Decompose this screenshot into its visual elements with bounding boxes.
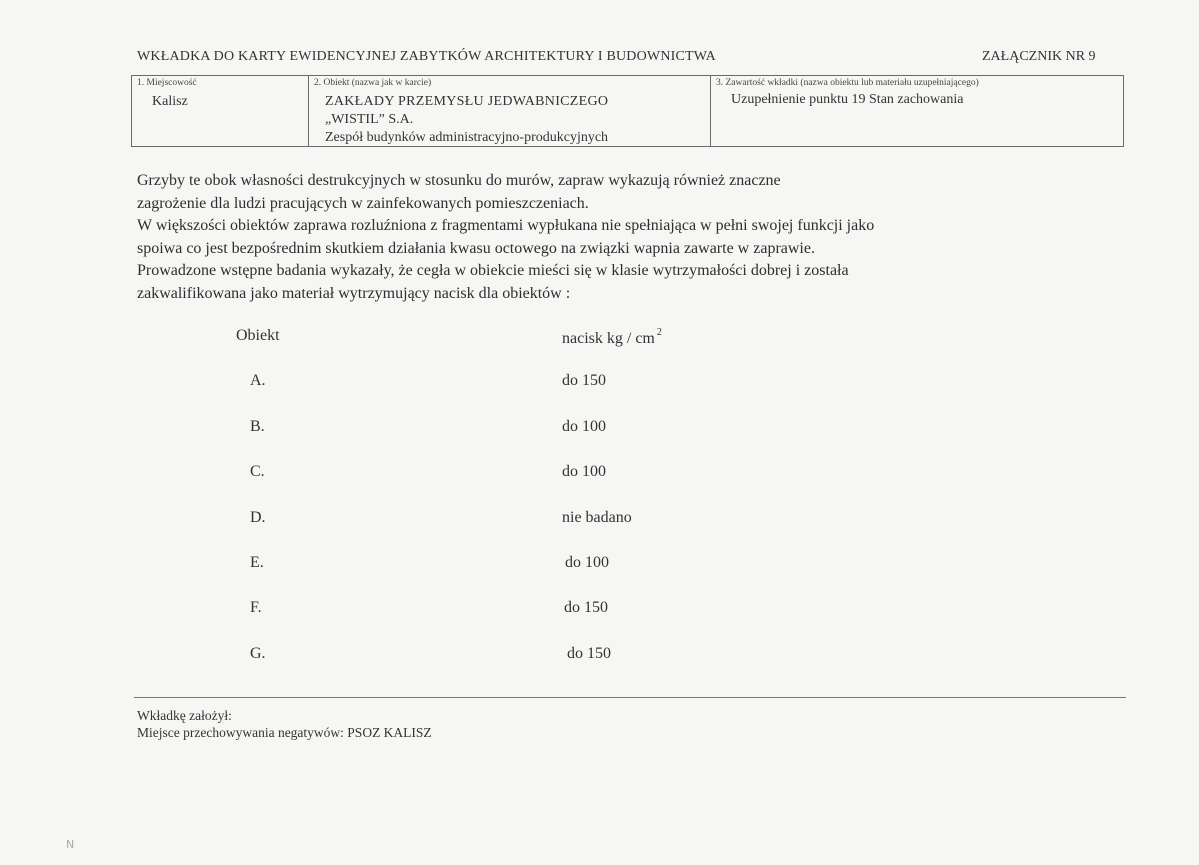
row-object: B. bbox=[250, 418, 265, 435]
object-label: 2. Obiekt (nazwa jak w karcie) bbox=[314, 78, 432, 88]
row-pressure: nie badano bbox=[562, 509, 632, 526]
object-complex-line: Zespół budynków administracyjno-produkcyjnych bbox=[325, 130, 609, 145]
document-title: WKŁADKA DO KARTY EWIDENCYJNEJ ZABYTKÓW ARCHITEKTURY I BUDOWNICTWA bbox=[137, 49, 716, 64]
content-value: Uzupełnienie punktu 19 Stan zachowania bbox=[731, 92, 964, 107]
content-cell bbox=[711, 76, 1123, 146]
object-name-line: ZAKŁADY PRZEMYSŁU JEDWABNICZEGO bbox=[325, 94, 609, 109]
annex-number: ZAŁĄCZNIK NR 9 bbox=[982, 49, 1096, 64]
locality-value: Kalisz bbox=[152, 94, 188, 109]
body-line: spoiwa co jest bezpośrednim skutkiem działania kwasu octowego na związki wapnia zawarte w zaprawie. bbox=[137, 239, 815, 257]
pressure-unit-label: nacisk kg / cm bbox=[562, 330, 655, 347]
created-by-line: Wkładkę założył: bbox=[137, 708, 232, 723]
row-object: A. bbox=[250, 372, 266, 389]
row-object: F. bbox=[250, 599, 262, 616]
body-line: zakwalifikowana jako materiał wytrzymujący nacisk dla obiektów : bbox=[137, 284, 571, 302]
row-pressure: do 100 bbox=[562, 418, 606, 435]
content-label: 3. Zawartość wkładki (nazwa obiektu lub materiału uzupełniającego) bbox=[716, 78, 979, 88]
object-column-header: Obiekt bbox=[236, 327, 280, 344]
body-line: Grzyby te obok własności destrukcyjnych w stosunku do murów, zapraw wykazują również znaczne bbox=[137, 172, 781, 189]
negatives-location-line: Miejsce przechowywania negatywów: PSOZ KALISZ bbox=[137, 725, 432, 740]
footer-divider bbox=[134, 697, 1126, 698]
row-pressure: do 150 bbox=[562, 372, 606, 389]
row-pressure: do 150 bbox=[567, 645, 611, 662]
row-object: D. bbox=[250, 509, 266, 526]
body-paragraph bbox=[137, 170, 874, 306]
body-line: zagrożenie dla ludzi pracujących w zainfekowanych pomieszczeniach. bbox=[137, 194, 589, 212]
body-line: Prowadzone wstępne badania wykazały, że cegła w obiekcie mieści się w klasie wytrzymałości dobrej i została bbox=[137, 262, 849, 280]
row-object: C. bbox=[250, 463, 265, 480]
object-cell bbox=[309, 76, 711, 146]
object-company-line: „WISTIL” S.A. bbox=[325, 112, 414, 127]
locality-cell bbox=[132, 76, 309, 146]
row-object: G. bbox=[250, 645, 266, 662]
info-table bbox=[131, 75, 1124, 147]
row-pressure: do 100 bbox=[562, 463, 606, 480]
page-mark: N bbox=[66, 838, 75, 851]
row-pressure: do 150 bbox=[564, 599, 608, 616]
row-pressure: do 100 bbox=[565, 554, 609, 571]
pressure-column-header bbox=[562, 327, 662, 348]
row-object: E. bbox=[250, 554, 264, 571]
body-line: W większości obiektów zaprawa rozluźniona z fragmentami wypłukana nie spełniająca w pełni swojej funkcji jako bbox=[137, 217, 875, 235]
pressure-unit-exponent: 2 bbox=[656, 327, 662, 338]
locality-label: 1. Miejscowość bbox=[137, 78, 197, 88]
